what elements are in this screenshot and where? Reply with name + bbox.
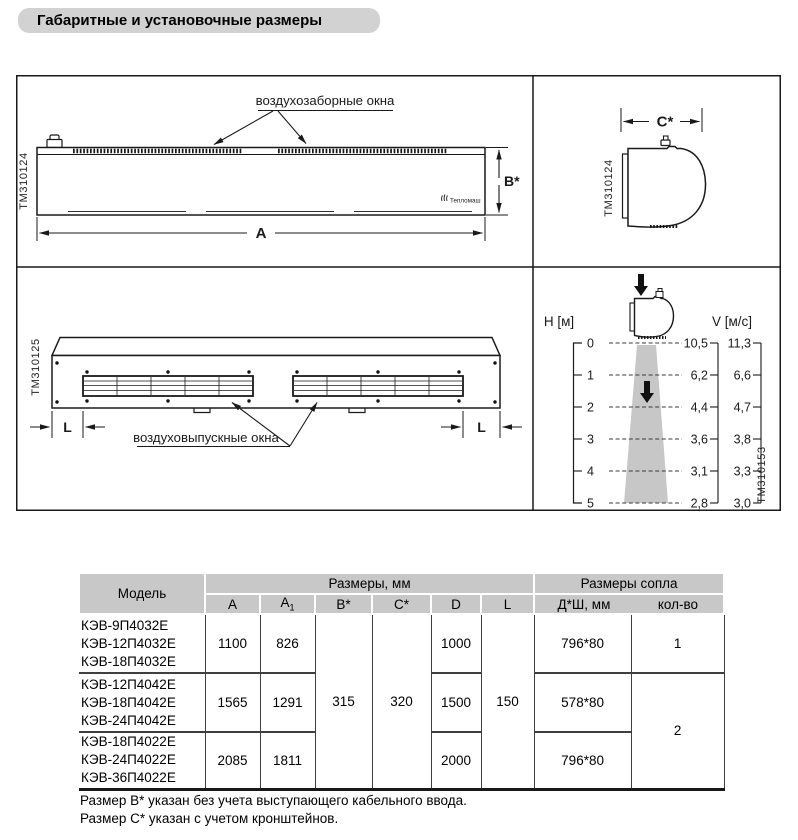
value-nozzle: 796*80 (534, 614, 631, 673)
value-d: 1500 (431, 673, 481, 732)
height-axis-label: H [м] (543, 314, 575, 329)
col-header-nozzle (534, 594, 724, 614)
page-title: Габаритные и установочные размеры (18, 8, 380, 33)
v2-value: 11,3 (727, 336, 751, 351)
table-row-group-1 (79, 614, 724, 673)
unit-roof (52, 338, 500, 356)
h-tick: 2 (587, 400, 594, 415)
col-header-a: A (205, 594, 260, 614)
col-header-l: L (481, 594, 534, 614)
intake-windows-label: воздухозаборные окна (255, 93, 395, 108)
dim-l-right-label: L (477, 419, 486, 435)
value-l-shared: 150 (481, 614, 534, 789)
h-tick: 3 (587, 432, 594, 447)
v2-value: 4,7 (733, 400, 751, 415)
model-cell: КЭВ-12П4042Е КЭВ-18П4042Е КЭВ-24П4042Е (79, 673, 205, 732)
value-d: 2000 (431, 732, 481, 789)
dim-a (37, 217, 485, 242)
v1-value: 3,6 (690, 432, 708, 447)
col-header-b: B* (315, 594, 372, 614)
v2-value: 6,6 (733, 368, 751, 383)
side-view-code: TM310124 (603, 159, 615, 217)
velocity-axis-label: V [м/с] (711, 314, 753, 329)
footnote-b: Размер B* указан без учета выступающего кабельного ввода. (80, 793, 467, 808)
unit-body-side (623, 136, 706, 227)
airflow-arrow-top-icon (634, 274, 648, 296)
dim-b-label: B* (504, 173, 520, 189)
col-header-model: Модель (79, 573, 205, 614)
dimension-figure (16, 75, 781, 511)
value-a: 2085 (205, 732, 260, 789)
front-view-code: TM310124 (18, 152, 30, 210)
v2-value: 3,8 (733, 432, 751, 447)
v1-value: 4,4 (690, 400, 708, 415)
unit-body-front (37, 148, 485, 216)
height-scale (574, 337, 595, 511)
col-header-c: C* (372, 594, 431, 614)
value-a1: 1811 (260, 732, 315, 789)
cable-gland-icon (47, 135, 62, 148)
velocity-scale-1 (684, 337, 718, 511)
value-a1: 1291 (260, 673, 315, 732)
value-nozzle: 796*80 (534, 732, 631, 789)
v1-value: 3,1 (690, 464, 708, 479)
unit-side-mini (630, 289, 674, 338)
value-a: 1100 (205, 614, 260, 673)
dim-b (486, 148, 520, 216)
value-qty-shared: 2 (631, 673, 724, 789)
h-tick: 0 (587, 336, 594, 351)
dim-l-left (30, 411, 105, 438)
footnotes (80, 792, 467, 827)
model-cell: КЭВ-18П4022Е КЭВ-24П4022Е КЭВ-36П4022Е (79, 732, 205, 789)
col-header-nozzle-size: Д*Ш, мм (557, 596, 611, 612)
col-header-a1: $A_1$ (260, 594, 315, 614)
h-tick: 4 (587, 464, 594, 479)
h-tick: 1 (587, 368, 594, 383)
col-group-dimensions: Размеры, мм (205, 573, 534, 594)
value-nozzle: 578*80 (534, 673, 631, 732)
outlet-windows-label: воздуховыпускные окна (133, 430, 279, 445)
model-cell: КЭВ-9П4032Е КЭВ-12П4032Е КЭВ-18П4032Е (79, 614, 205, 673)
dim-c-label: C* (656, 113, 674, 131)
v1-value: 6,2 (690, 368, 708, 383)
front-view-drawing (18, 93, 520, 242)
v2-value: 3,0 (733, 496, 751, 511)
v1-value: 10,5 (683, 336, 708, 351)
bottom-view-code: TM310125 (30, 338, 42, 396)
outlet-grille-right (293, 376, 463, 396)
footnote-c: Размер C* указан с учетом кронштейнов. (80, 810, 339, 826)
dim-l-right (441, 411, 522, 438)
dim-a-label: A (255, 225, 267, 242)
outlet-grille-left (83, 376, 253, 396)
dim-c (621, 108, 702, 132)
dim-l-left-label: L (63, 419, 72, 435)
dimensions-table (78, 572, 725, 791)
side-view-drawing (603, 108, 706, 227)
bottom-view-drawing (30, 338, 522, 447)
value-c-shared: 320 (372, 614, 431, 789)
col-header-d: D (431, 594, 481, 614)
value-d: 1000 (431, 614, 481, 673)
value-b-shared: 315 (315, 614, 372, 789)
value-a1: 826 (260, 614, 315, 673)
value-qty: 1 (631, 614, 724, 673)
v2-value: 3,3 (733, 464, 751, 479)
airflow-diagram-code: TM310153 (756, 446, 768, 504)
value-a: 1565 (205, 673, 260, 732)
air-jet-cone (624, 345, 668, 503)
airflow-diagram (544, 274, 768, 511)
v1-value: 2,8 (690, 496, 708, 511)
teplomash-logo-text: Тепломаш (450, 197, 481, 205)
col-header-nozzle-qty: кол-во (657, 596, 699, 612)
h-tick: 5 (587, 496, 594, 511)
col-group-nozzle: Размеры сопла (534, 573, 724, 594)
